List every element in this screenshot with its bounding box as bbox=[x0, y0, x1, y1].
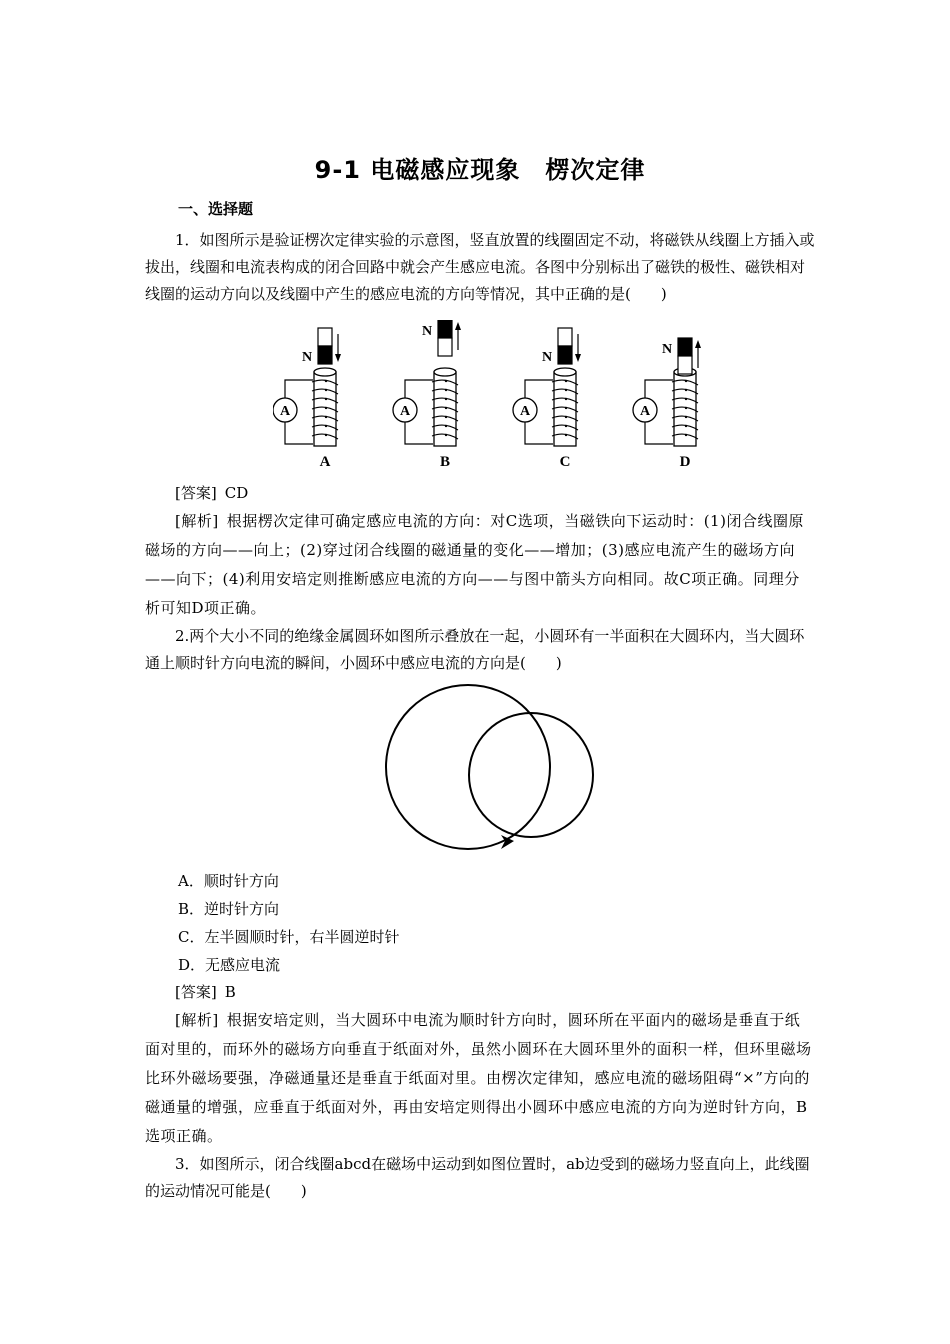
current-dot bbox=[325, 398, 327, 400]
section-heading: 一、选择题 bbox=[178, 200, 254, 218]
question-1-explanation bbox=[145, 507, 815, 623]
coil-top bbox=[434, 368, 456, 376]
current-dot bbox=[325, 416, 327, 418]
circuit-wire bbox=[405, 422, 433, 444]
ammeter-label: A bbox=[639, 404, 651, 419]
explanation-text: 根据安培定则，当大圆环中电流为顺时针方向时，圆环所在平面内的磁场是垂直于纸面对里的，而环外的磁场方向垂直于纸面对外，虽然小圆环在大圆环里外的面积一样，但环里磁场比环外磁场要强，净磁通量还是垂直于纸面对里。由楞次定律知，感应电流的磁场阻碍“×”方向的磁通量的增强，应垂直于纸面对外，再由安培定则得出小圆环中感应电流的方向为逆时针方向，B选项正确。 bbox=[145, 1011, 812, 1145]
panel-d bbox=[633, 338, 701, 470]
arrow-down-icon bbox=[575, 354, 581, 362]
current-dot bbox=[565, 434, 567, 436]
explanation-text: 根据楞次定律可确定感应电流的方向：对C选项，当磁铁向下运动时：(1)闭合线圈原磁场的方向——向上；(2)穿过闭合线圈的磁通量的变化——增加；(3)感应电流产生的磁场方向——向下；(4)利用安培定则推断感应电流的方向——与图中箭头方向相同。故C项正确。同理分析可知D项正确。 bbox=[145, 512, 804, 617]
magnet-lower-half bbox=[558, 346, 572, 364]
current-dot bbox=[325, 380, 327, 382]
question-1-figure bbox=[273, 320, 713, 470]
option-a: A．顺时针方向 bbox=[178, 872, 279, 890]
question-1-answer bbox=[145, 480, 815, 507]
current-dot bbox=[445, 425, 447, 427]
question-2-explanation bbox=[145, 1006, 815, 1151]
coil-top bbox=[554, 368, 576, 376]
panel-label: B bbox=[439, 454, 451, 470]
current-dot bbox=[685, 434, 687, 436]
current-dot bbox=[445, 407, 447, 409]
document-body bbox=[145, 150, 815, 1205]
current-dot bbox=[565, 389, 567, 391]
current-dot bbox=[445, 434, 447, 436]
current-dot bbox=[685, 380, 687, 382]
pole-label: N bbox=[661, 342, 673, 357]
magnet-lower-half bbox=[678, 356, 692, 374]
pole-label: N bbox=[541, 350, 553, 365]
question-2-figure bbox=[383, 683, 598, 863]
option-c: C．左半圆顺时针，右半圆逆时针 bbox=[178, 928, 400, 946]
magnet-upper-half bbox=[558, 328, 572, 346]
page-title: 9-1 电磁感应现象 楞次定律 bbox=[314, 156, 646, 184]
answer-tag: [答案] bbox=[175, 484, 217, 502]
circuit-wire bbox=[285, 422, 313, 444]
magnet-lower-half bbox=[438, 338, 452, 356]
panel-b bbox=[393, 320, 461, 470]
current-dot bbox=[445, 416, 447, 418]
current-dot bbox=[685, 416, 687, 418]
circuit-wire bbox=[525, 422, 553, 444]
answer-value: B bbox=[224, 983, 236, 1001]
panel-label: C bbox=[559, 454, 571, 470]
current-dot bbox=[565, 398, 567, 400]
panel-label: A bbox=[319, 454, 331, 470]
option-d: D．无感应电流 bbox=[178, 956, 281, 974]
circuit-wire bbox=[645, 380, 673, 398]
current-dot bbox=[565, 416, 567, 418]
current-dot bbox=[325, 425, 327, 427]
answer-value: CD bbox=[224, 484, 249, 502]
current-dot bbox=[565, 407, 567, 409]
current-dot bbox=[565, 380, 567, 382]
option-b: B．逆时针方向 bbox=[178, 900, 280, 918]
circuit-wire bbox=[405, 380, 433, 398]
pole-label: N bbox=[301, 350, 313, 365]
magnet-lower-half bbox=[318, 346, 332, 364]
question-3-text: 3．如图所示，闭合线圈abcd在磁场中运动到如图位置时，ab边受到的磁场力竖直向上，此线圈的运动情况可能是( ) bbox=[145, 1155, 810, 1200]
current-dot bbox=[445, 380, 447, 382]
ammeter-label: A bbox=[519, 404, 531, 419]
current-dot bbox=[445, 389, 447, 391]
panel-c bbox=[513, 328, 581, 470]
explanation-tag: [解析] bbox=[175, 1011, 219, 1029]
question-1-text: 1．如图所示是验证楞次定律实验的示意图，竖直放置的线圈固定不动，将磁铁从线圈上方插入或拔出，线圈和电流表构成的闭合回路中就会产生感应电流。各图中分别标出了磁铁的极性、磁铁相对线圈的运动方向以及线圈中产生的感应电流的方向等情况，其中正确的是( ) bbox=[145, 231, 815, 303]
panel-label: D bbox=[679, 454, 691, 470]
panel-a bbox=[273, 328, 341, 470]
explanation-tag: [解析] bbox=[175, 512, 219, 530]
current-dot bbox=[325, 434, 327, 436]
circuit-wire bbox=[645, 422, 673, 444]
current-dot bbox=[685, 389, 687, 391]
pole-label: N bbox=[421, 324, 433, 339]
arrow-up-icon bbox=[455, 322, 461, 330]
circuit-wire bbox=[525, 380, 553, 398]
arrow-up-icon bbox=[695, 340, 701, 348]
current-dot bbox=[325, 407, 327, 409]
current-dot bbox=[445, 398, 447, 400]
magnet-upper-half bbox=[318, 328, 332, 346]
magnet-upper-half bbox=[438, 320, 452, 338]
answer-tag: [答案] bbox=[175, 983, 217, 1001]
current-dot bbox=[685, 407, 687, 409]
current-dot bbox=[565, 425, 567, 427]
question-2-text: 2.两个大小不同的绝缘金属圆环如图所示叠放在一起，小圆环有一半面积在大圆环内，当大圆环通上顺时针方向电流的瞬间，小圆环中感应电流的方向是( ) bbox=[145, 627, 805, 672]
magnet-upper-half bbox=[678, 338, 692, 356]
current-dot bbox=[325, 389, 327, 391]
question-2-answer bbox=[145, 979, 815, 1006]
ammeter-label: A bbox=[399, 404, 411, 419]
arrow-down-icon bbox=[335, 354, 341, 362]
circuit-wire bbox=[285, 380, 313, 398]
ammeter-label: A bbox=[279, 404, 291, 419]
coil-top bbox=[314, 368, 336, 376]
current-dot bbox=[685, 398, 687, 400]
large-ring bbox=[386, 685, 550, 849]
current-dot bbox=[685, 425, 687, 427]
